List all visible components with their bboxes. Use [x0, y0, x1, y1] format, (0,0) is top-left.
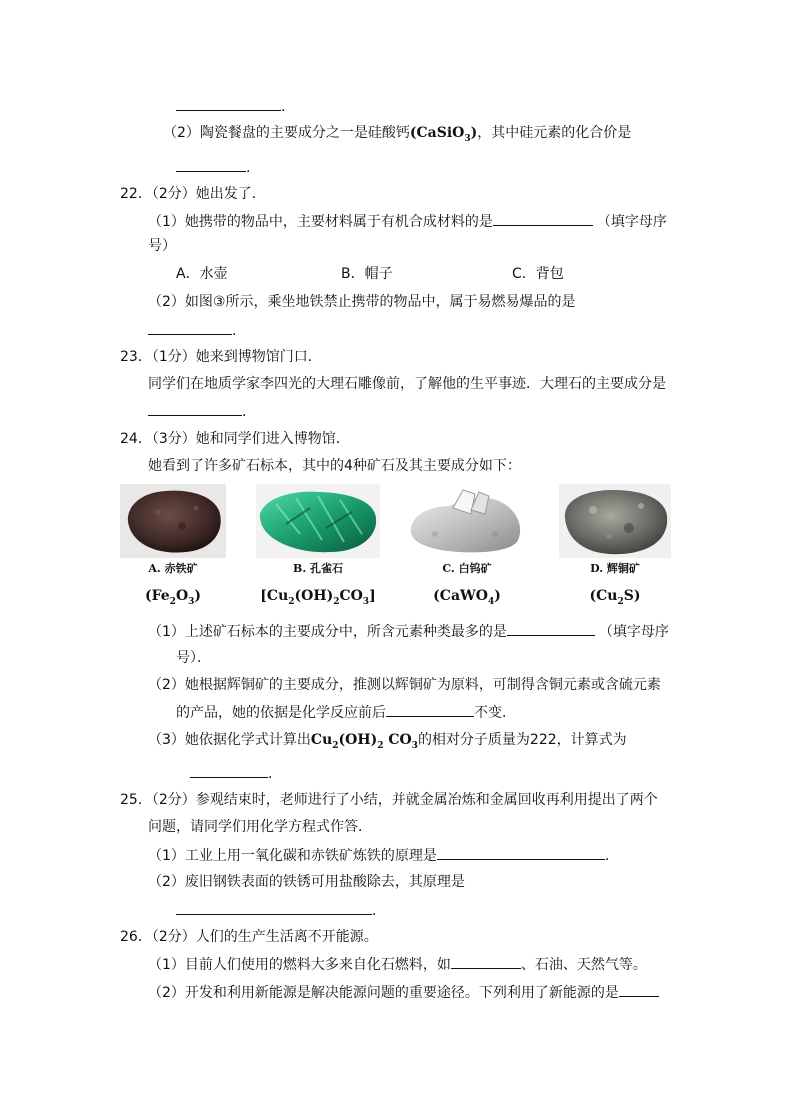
answer-blank[interactable]	[619, 982, 659, 997]
q25-sub2-answer: .	[176, 900, 376, 921]
answer-blank[interactable]	[507, 621, 595, 636]
q25-title-cont: 问题，请同学们用化学方程式作答．	[148, 819, 372, 835]
answer-blank[interactable]	[190, 763, 268, 778]
q24-sub2: （2）她根据辉铜矿的主要成分，推测以辉铜矿为原料，可制得含铜元素或含硫元素	[148, 677, 661, 693]
q22-title: 22．（2分）她出发了．	[120, 186, 266, 202]
mineral-formula: $(Cu_2S)$	[589, 588, 641, 607]
answer-blank[interactable]	[451, 954, 521, 969]
malachite-image	[256, 484, 380, 558]
mineral-a	[108, 484, 238, 612]
hematite-image	[120, 484, 226, 558]
q22-option-c: C．背包	[512, 266, 564, 282]
q24-sub1: （1）上述矿石标本的主要成分中，所含元素种类最多的是 （填字母序	[148, 621, 669, 642]
answer-blank[interactable]	[493, 211, 593, 226]
q22-sub2-answer: .	[148, 320, 236, 341]
mineral-c	[402, 484, 532, 612]
q24-sub3-answer: .	[190, 763, 272, 784]
q22-sub1-cont: 号）	[148, 238, 176, 254]
chalcocite-image	[559, 484, 671, 558]
q22-option-a: A．水壶	[176, 266, 228, 282]
q24-sub3: （3）她依据化学式计算出$Cu_2(OH)_2$ $CO_3$的相对分子质量为222，计算式为	[148, 732, 627, 751]
q23-title: 23．（1分）她来到博物馆门口．	[120, 349, 322, 365]
q24-sub2-cont: 的产品，她的依据是化学反应前后 不变．	[176, 702, 516, 723]
q25-title: 25．（2分）参观结束时，老师进行了小结，并就金属冶炼和金属回收再利用提出了两个	[120, 792, 658, 808]
q21-sub2-answer: .	[176, 157, 250, 178]
formula-malachite: $Cu_2(OH)_2$ $CO_3$	[310, 732, 418, 751]
mineral-caption: C. 白钨矿	[442, 562, 492, 575]
q23-answer: .	[148, 401, 246, 422]
answer-blank[interactable]	[386, 702, 474, 717]
mineral-caption: B. 孔雀石	[293, 562, 343, 575]
answer-blank[interactable]	[176, 900, 372, 915]
answer-blank[interactable]	[148, 320, 232, 335]
answer-blank[interactable]	[176, 157, 246, 172]
mineral-b	[253, 484, 383, 612]
q22-option-b: B．帽子	[341, 266, 393, 282]
mineral-caption: D. 辉铜矿	[590, 562, 640, 575]
q22-sub1: （1）她携带的物品中，主要材料属于有机合成材料的是 （填字母序	[148, 211, 667, 232]
mineral-caption: A. 赤铁矿	[148, 562, 198, 575]
q24-title: 24．（3分）她和同学们进入博物馆．	[120, 431, 350, 447]
q21-tail-line: .	[176, 96, 285, 117]
formula-casio3: (CaSiO$_3$)	[409, 125, 478, 144]
q23-body: 同学们在地质学家李四光的大理石雕像前，了解他的生平事迹．大理石的主要成分是	[148, 376, 666, 392]
answer-blank[interactable]	[437, 845, 605, 860]
scheelite-image	[405, 484, 529, 558]
answer-blank[interactable]	[148, 401, 242, 416]
answer-blank[interactable]	[176, 96, 281, 111]
q26-title: 26．（2分）人们的生产生活离不开能源。	[120, 929, 378, 945]
mineral-formula: $[Cu_2(OH)_2CO_3]$	[260, 588, 376, 607]
mineral-formula: $(Fe_2O_3)$	[144, 588, 202, 607]
q26-sub2: （2）开发和利用新能源是解决能源问题的重要途径。下列利用了新能源的是	[148, 982, 659, 1003]
mineral-formula: (CaWO$_4$)	[433, 588, 501, 607]
q22-sub2: （2）如图③所示，乘坐地铁禁止携带的物品中，属于易燃易爆品的是	[148, 294, 576, 310]
q24-intro: 她看到了许多矿石标本，其中的4种矿石及其主要成分如下：	[148, 458, 521, 474]
q25-sub2: （2）废旧钢铁表面的铁锈可用盐酸除去，其原理是	[148, 874, 465, 890]
q25-sub1: （1）工业上用一氧化碳和赤铁矿炼铁的原理是 .	[148, 845, 609, 866]
mineral-d	[550, 484, 680, 612]
q24-sub1-cont: 号）．	[176, 650, 211, 666]
q26-sub1: （1）目前人们使用的燃料大多来自化石燃料，如 、石油、天然气等。	[148, 954, 647, 975]
q21-sub2-line: （2）陶瓷餐盘的主要成分之一是硅酸钙(CaSiO$_3$)，其中硅元素的化合价是	[163, 125, 632, 144]
